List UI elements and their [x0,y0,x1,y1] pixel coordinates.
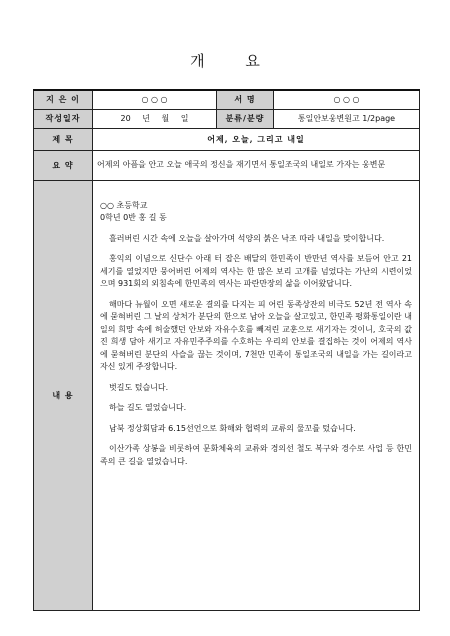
content-paragraph: 하늘 길도 열었습니다. [109,403,187,412]
title-label: 제 목 [34,128,93,150]
position-value: ○ ○ ○ [274,90,420,109]
speaker-label: 지 은 이 [34,90,93,109]
date-value: 20 년 월 일 [93,109,217,128]
content-label: 내 용 [34,180,93,610]
content-paragraph: 이산가족 상봉을 비롯하여 문화체육의 교류와 경의선 철도 복구와 경수로 사업 등 한민족의 큰 길을 열었습니다. [100,444,412,466]
position-label: 서 명 [217,90,274,109]
summary-label: 요 약 [34,150,93,180]
author-school: ○○ 초등학교 [100,200,148,210]
speech-title: 어제, 오늘, 그리고 내일 [93,128,420,150]
content-paragraph: 홍익의 이념으로 신단수 아래 터 잡은 배달의 한민족이 반만년 역사를 보듬어 안고 21세기를 열었지만 뭉어버린 어제의 역사는 한 많은 보리 고개를 넘었다는 가난의 시련이었으며 931회의 외침속에 한민족의 역사는 파란만장의 삶을 이어왔답니다. [100,254,412,288]
overview-form-table [33,89,420,611]
category-label: 분류/분량 [217,109,274,128]
author-name: 0학년 0반 홍 길 동 [100,213,167,222]
category-value: 통일안보웅변원고 1/2page [274,109,420,128]
content-paragraph: 해마다 뉴월이 오면 새로운 결의를 다지는 피 어린 동족상잔의 비극도 52년 전 역사 속에 묻혀버린 그 날의 상처가 분단의 한으로 남아 오늘을 살고있고, 한민족 평화통일이란 내일의 희망 속에 허술했던 안보와 자유수호를 빼져린 교훈으로 새기자는 것이니, 호국의 값진 희생 담아 새기고 자유민주주의를 수호하는 우리의 안보를 결집하는 것이 어제의 역사에 묻혀버린 분단의 사슬을 끊는 것이며, 7천만 민족이 통일조국의 내일을 가는 길이라고 자신 있게 주장합니다. [100,299,412,371]
summary-text: 어제의 아픔을 안고 오늘 애국의 정신을 재기면서 통일조국의 내일로 가자는 웅변문 [93,150,420,180]
date-label: 작성일자 [34,109,93,128]
content-paragraph: 남북 정상회담과 6.15선언으로 화해와 협력의 교류의 물꼬를 텄습니다. [109,423,356,433]
content-paragraph: 벗길도 텄습니다. [109,382,169,392]
content-paragraph: 흘러버린 시간 속에 오늘을 살아가며 석양의 붉은 낙조 따라 내일을 맞이합니다. [109,233,385,243]
speaker-value: ○ ○ ○ [93,90,217,109]
content-body [93,180,420,610]
page-title: 개 요 [190,52,278,70]
